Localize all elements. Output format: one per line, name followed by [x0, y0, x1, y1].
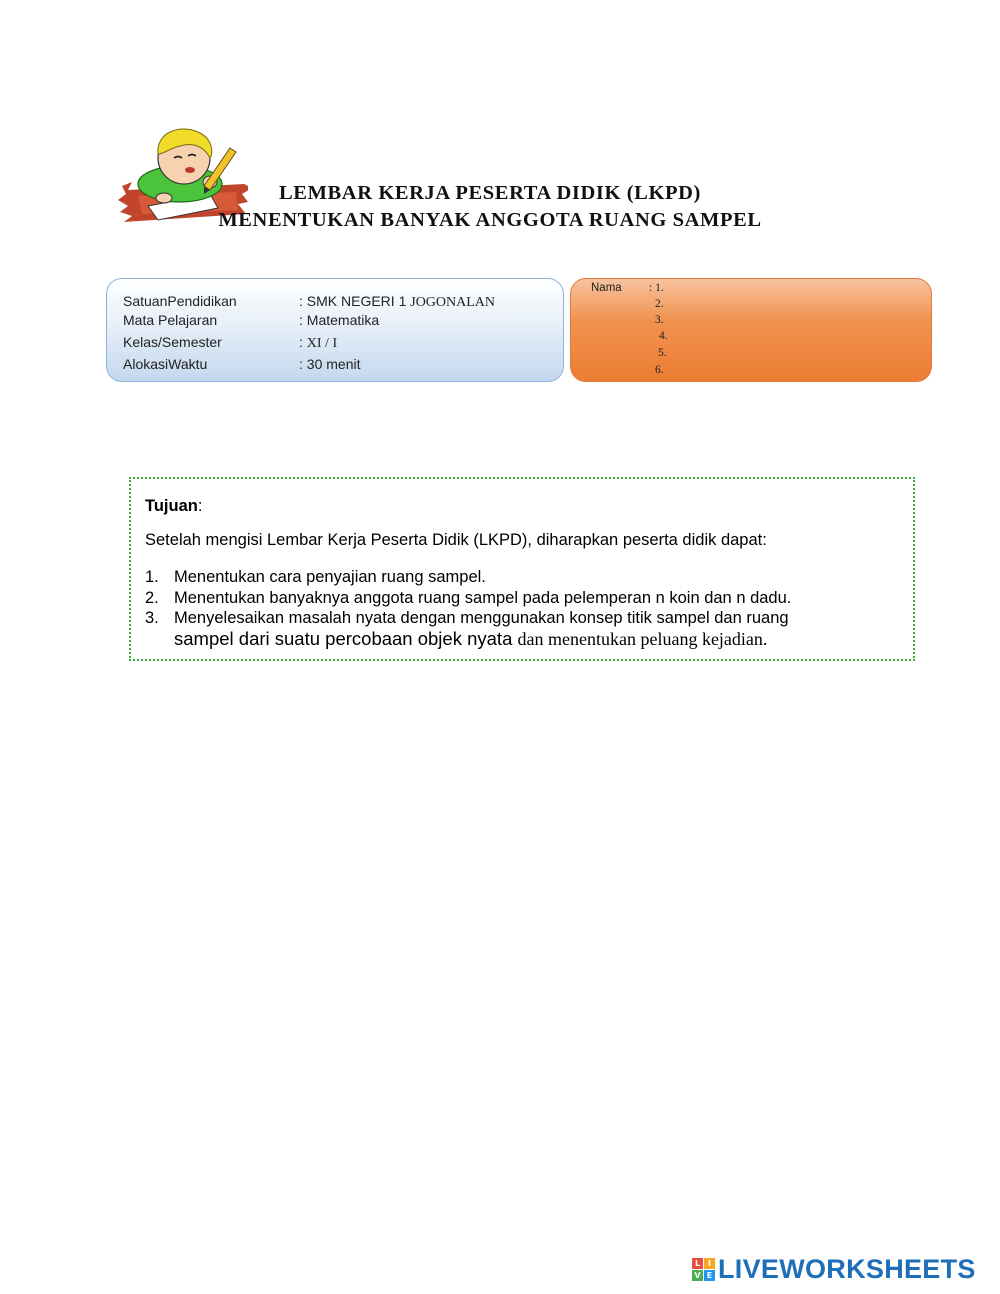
title-line-1: LEMBAR KERJA PESERTA DIDIK (LKPD) — [279, 182, 701, 204]
logo-block-v: V — [692, 1270, 703, 1281]
goal-text: Menentukan banyaknya anggota ruang sampel pada pelemperan n koin dan n dadu. — [174, 588, 792, 607]
logo-block-l: L — [692, 1258, 703, 1269]
info-value-serif: XI / I — [306, 336, 338, 351]
goal-text-line2a: sampel dari suatu percobaan objek nyata — [174, 627, 518, 649]
school-info-box — [106, 278, 564, 382]
goals-intro: Setelah mengisi Lembar Kerja Peserta Didik (LKPD), diharapkan peserta didik dapat: — [145, 531, 767, 549]
goals-title — [145, 497, 202, 516]
logo-blocks-icon — [692, 1258, 715, 1281]
liveworksheets-logo[interactable] — [692, 1254, 976, 1284]
info-value-text: : 30 menit — [299, 356, 361, 372]
goal-item — [145, 608, 905, 650]
name-entry-3[interactable]: 3. — [655, 314, 664, 326]
info-value — [299, 312, 379, 330]
name-entry-6[interactable]: 6. — [655, 364, 664, 376]
info-label: SatuanPendidikan — [123, 293, 237, 309]
name-entry-1[interactable]: : 1. — [649, 282, 664, 294]
info-value — [299, 334, 337, 352]
goal-text-line2b: dan menentukan peluang kejadian. — [517, 628, 768, 649]
goal-number: 2. — [145, 588, 159, 607]
info-label: AlokasiWaktu — [123, 356, 208, 372]
info-value — [299, 293, 495, 311]
goal-item — [145, 588, 905, 609]
info-label: Kelas/Semester — [123, 334, 222, 350]
goal-text: Menentukan cara penyajian ruang sampel. — [174, 568, 486, 586]
names-label: Nama — [591, 282, 622, 294]
name-entry-2[interactable]: 2. — [655, 298, 664, 310]
goal-text-line1: Menyelesaikan masalah nyata dengan menggunakan konsep titik sampel dan ruang — [174, 609, 789, 627]
info-value-text: : — [299, 334, 307, 350]
goal-item — [145, 567, 905, 588]
goals-title-colon: : — [197, 497, 203, 515]
student-names-box — [570, 278, 932, 382]
goals-list — [145, 567, 905, 650]
worksheet-title — [150, 180, 830, 234]
logo-block-i: I — [704, 1258, 715, 1269]
goals-title-text: Tujuan — [145, 497, 198, 515]
info-value-serif: JOGONALAN — [410, 295, 496, 310]
goal-number: 3. — [145, 609, 159, 627]
logo-block-e: E — [704, 1270, 715, 1281]
name-entry-4[interactable]: 4. — [659, 330, 668, 342]
goal-number: 1. — [145, 568, 159, 586]
info-value-text: : SMK NEGERI 1 — [299, 293, 411, 309]
learning-goals-box — [129, 477, 915, 661]
name-entry-5[interactable]: 5. — [658, 347, 667, 359]
logo-text: LIVEWORKSHEETS — [718, 1253, 976, 1284]
info-value — [299, 356, 360, 374]
info-value-text: : Matematika — [299, 312, 380, 328]
info-label: Mata Pelajaran — [123, 312, 218, 328]
title-line-2: MENENTUKAN BANYAK ANGGOTA RUANG SAMPEL — [218, 209, 762, 231]
